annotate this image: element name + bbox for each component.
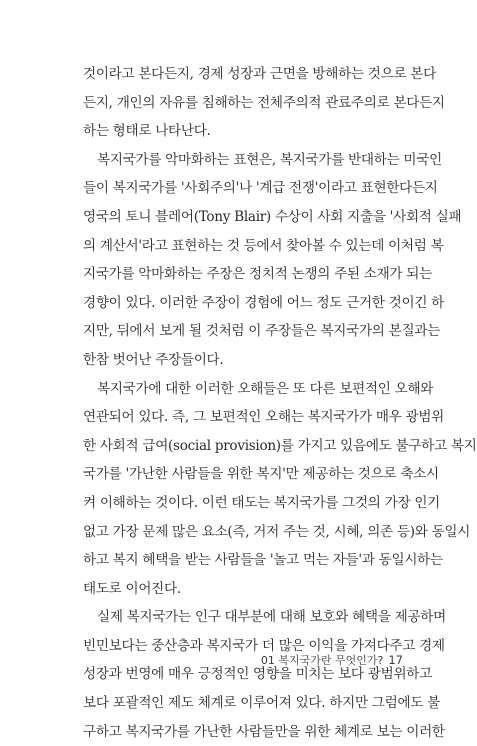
page-number: 17 bbox=[388, 653, 403, 667]
text-line: 구하고 복지국가를 가난한 사람들만을 위한 체계로 보는 이러한 bbox=[83, 723, 445, 740]
text-line: 경향이 있다. 이러한 주장이 경험에 어느 정도 근거한 것이긴 하 bbox=[83, 294, 444, 311]
page-footer bbox=[261, 652, 403, 668]
body-text bbox=[83, 60, 477, 746]
text-line: 없고 가장 문제 많은 요소(즉, 거저 주는 것, 시혜, 의존 등)와 동일시 bbox=[83, 523, 471, 540]
text-line: 보다 포괄적인 제도 체계로 이루어져 있다. 하지만 그럼에도 불 bbox=[83, 695, 440, 712]
text-line: 하는 형태로 나타난다. bbox=[83, 123, 211, 140]
text-line: 지국가를 악마화하는 주장은 정치적 논쟁의 주된 소재가 되는 bbox=[83, 266, 432, 283]
text-line: 영국의 토니 블레어(Tony Blair) 수상이 사회 지출을 '사회적 실패 bbox=[83, 208, 462, 225]
chapter-title: 01 복지국가란 무엇인가? bbox=[260, 654, 384, 667]
text-line: 든지, 개인의 자유를 침해하는 전체주의적 관료주의로 본다든지 bbox=[83, 94, 445, 111]
text-line: 한참 벗어난 주장들이다. bbox=[83, 351, 224, 368]
text-line: 태도로 이어진다. bbox=[83, 580, 181, 597]
text-line: 국가를 '가난한 사람들을 위한 복지'만 제공하는 것으로 축소시 bbox=[83, 466, 439, 483]
text-line: 실제 복지국가는 인구 대부분에 대해 보호와 혜택을 제공하며 bbox=[97, 609, 446, 626]
text-line: 복지국가에 대한 이러한 오해들은 또 다른 보편적인 오해와 bbox=[97, 380, 434, 397]
text-line: 빈민보다는 중산층과 복지국가 더 많은 이익을 가져다주고 경제 bbox=[83, 637, 445, 654]
text-line: 지만, 뒤에서 보게 될 것처럼 이 주장들은 복지국가의 본질과는 bbox=[83, 323, 440, 340]
text-line: 들이 복지국가를 '사회주의'나 '계급 전쟁'이라고 표현한다든지 bbox=[83, 180, 438, 197]
text-line: 의 계산서'라고 표현하는 것 등에서 찾아볼 수 있는데 이처럼 복 bbox=[83, 237, 444, 254]
text-line: 것이라고 본다든지, 경제 성장과 근면을 방해하는 것으로 본다 bbox=[83, 66, 436, 82]
text-line: 복지국가를 악마화하는 표현은, 복지국가를 반대하는 미국인 bbox=[97, 151, 442, 168]
text-line: 하고 복지 혜택을 받는 사람들을 '놀고 먹는 자들'과 동일시하는 bbox=[83, 552, 443, 569]
text-line: 한 사회적 급여(social provision)를 가지고 있음에도 불구하고 복지 bbox=[83, 437, 477, 454]
text-line: 켜 이해하는 것이다. 이런 태도는 복지국가를 그것의 가장 인기 bbox=[83, 494, 440, 511]
text-line: 연관되어 있다. 즉, 그 보편적인 오해는 복지국가가 매우 광범위 bbox=[83, 409, 444, 426]
text-line: 성장과 번영에 매우 긍정적인 영향을 미치는 보다 광범위하고 bbox=[83, 666, 432, 683]
